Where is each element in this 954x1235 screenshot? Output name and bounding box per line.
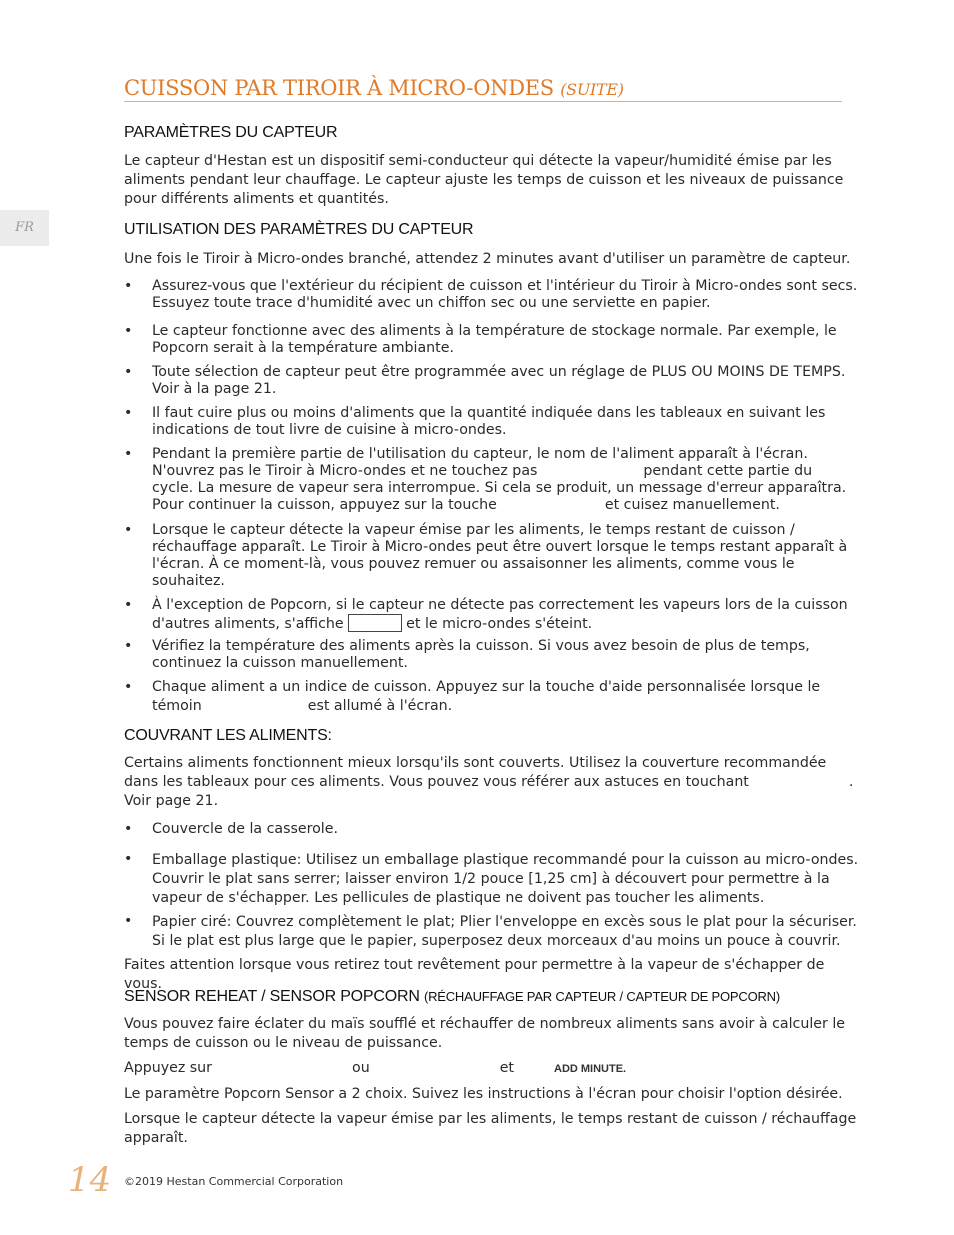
add-minute-key: ADD MINUTE. [554,1063,627,1075]
list-item-text: Papier ciré: Couvrez complètement le plat; Plier l'enveloppe en excès sous le plat pour la sécuriser. Si le plat est plus large que le papier, superposez deux morceaux d'au moins un pouce à couvrir. [152,914,857,949]
bullet-icon: • [124,821,133,837]
text-line: cycle. La mesure de vapeur sera interrompue. Si cela se produit, un message d'erreur apparaîtra. [152,480,847,496]
list-item-text [152,446,864,514]
text-segment: et cuisez manuellement. [604,497,780,513]
capteur-line: pour différents aliments et quantités. [124,191,389,207]
text-segment: et [499,1060,514,1076]
page-number: 14 [68,1160,112,1200]
text-line [152,497,864,514]
bullet-icon: • [124,851,133,867]
text-line [152,463,864,480]
text-segment: Appuyez sur [124,1060,213,1076]
couvrant-paragraph [124,754,862,811]
heading-sensor-sub: (RÉCHAUFFAGE PAR CAPTEUR / CAPTEUR DE POPCORN) [423,989,780,1004]
list-item-text: Couvercle de la casserole. [152,821,338,837]
display-box [348,614,402,632]
heading-sensor-main: SENSOR REHEAT / SENSOR POPCORN [124,988,420,1005]
text-line: Pendant la première partie de l'utilisation du capteur, le nom de l'aliment apparaît à l'écran. [152,446,808,462]
capteur-paragraph [124,152,862,209]
bullet-icon: • [124,597,133,613]
copyright: ©2019 Hestan Commercial Corporation [124,1175,344,1188]
text-line: Voir page 21. [124,793,219,809]
text-line [152,614,864,633]
text-segment: est allumé à l'écran. [307,698,453,714]
heading-capteur: PARAMÈTRES DU CAPTEUR [124,124,338,141]
list-item-text: Emballage plastique: Utilisez un emballage plastique recommandé pour la cuisson au micro-ondes. Couvrir le plat sans serrer; laisser environ 1/2 pouce [1,25 cm] à découvert pour permettre à la vapeur de s'échapper. Les pellicules de plastique ne doivent pas toucher les aliments. [152,852,859,906]
text-segment: pendant cette partie du [643,463,813,479]
heading-utilisation: UTILISATION DES PARAMÈTRES DU CAPTEUR [124,221,474,238]
text-line: Certains aliments fonctionnent mieux lorsqu'ils sont couverts. Utilisez la couverture recommandée [124,755,827,771]
text-segment: . [848,774,854,790]
page-title [124,74,842,102]
language-tab: FR [0,210,49,246]
capteur-line: Le capteur d'Hestan est un dispositif semi-conducteur qui détecte la vapeur/humidité émise par les [124,153,832,169]
bullet-icon: • [124,323,133,339]
text-segment: N'ouvrez pas le Tiroir à Micro-ondes et ne touchez pas [152,463,538,479]
title-text: CUISSON PAR TIROIR À MICRO-ONDES [124,76,554,100]
bullet-icon: • [124,679,133,695]
sensor-paragraph: Lorsque le capteur détecte la vapeur émise par les aliments, le temps restant de cuisson / réchauffage apparaît. [124,1111,857,1146]
text-segment: Pour continuer la cuisson, appuyez sur la touche [152,497,497,513]
list-item-text: Assurez-vous que l'extérieur du récipient de cuisson et l'intérieur du Tiroir à Micro-ondes sont secs. Essuyez toute trace d'humidité avec un chiffon sec ou une serviette en papier. [152,278,858,311]
list-item-text [152,679,864,715]
bullet-icon: • [124,278,133,294]
bullet-icon: • [124,638,133,654]
text-segment: témoin [152,698,202,714]
list-item-text: Vérifiez la température des aliments après la cuisson. Si vous avez besoin de plus de temps, continuez la cuisson manuellement. [152,638,810,671]
list-item-text: Toute sélection de capteur peut être programmée avec un réglage de PLUS OU MOINS DE TEMPS. Voir à la page 21. [152,364,846,397]
list-item-text: Lorsque le capteur détecte la vapeur émise par les aliments, le temps restant de cuisson / réchauffage apparaît. Le Tiroir à Micro-ondes peut être ouvert lorsque le temps restant apparaît à l'écran. À ce moment-là, vous pouvez remuer ou assaisonner les aliments, comme vous le souhaitez. [152,522,848,589]
list-item-text: Il faut cuire plus ou moins d'aliments que la quantité indiquée dans les tableaux en suivant les indications de tout livre de cuisine à micro-ondes. [152,405,826,438]
text-line [124,773,862,792]
heading-sensor [124,988,780,1006]
bullet-icon: • [124,446,133,462]
list-item-text [152,597,864,633]
sensor-instruction [124,1059,862,1079]
bullet-icon: • [124,913,133,929]
sensor-paragraph: Le paramètre Popcorn Sensor a 2 choix. Suivez les instructions à l'écran pour choisir l'option désirée. [124,1086,843,1102]
text-segment: et le micro-ondes s'éteint. [406,616,593,632]
bullet-icon: • [124,522,133,538]
list-item-text: Le capteur fonctionne avec des aliments à la température de stockage normale. Par exemple, le Popcorn serait à la température ambiante. [152,323,837,356]
utilisation-intro: Une fois le Tiroir à Micro-ondes branché, attendez 2 minutes avant d'utiliser un paramètre de capteur. [124,251,851,267]
text-line: Chaque aliment a un indice de cuisson. Appuyez sur la touche d'aide personnalisée lorsque le [152,679,821,695]
bullet-icon: • [124,405,133,421]
bullet-icon: • [124,364,133,380]
heading-couvrant: COUVRANT LES ALIMENTS: [124,727,332,744]
text-segment: ou [352,1060,370,1076]
text-line [152,698,864,715]
capteur-line: aliments pendant leur chauffage. Le capteur ajuste les temps de cuisson et les niveaux de puissance [124,172,844,188]
sensor-paragraph: Vous pouvez faire éclater du maïs soufflé et réchauffer de nombreux aliments sans avoir à calculer le temps de cuisson ou le niveau de puissance. [124,1016,846,1051]
text-segment: dans les tableaux pour ces aliments. Vous pouvez vous référer aux astuces en touchant [124,774,749,790]
text-line: À l'exception de Popcorn, si le capteur ne détecte pas correctement les vapeurs lors de la cuisson [152,597,848,613]
title-suite: (SUITE) [560,80,624,99]
text-segment: d'autres aliments, s'affiche [152,616,344,632]
couvrant-warning: Faites attention lorsque vous retirez tout revêtement pour permettre à la vapeur de s'échapper de vous. [124,957,825,992]
